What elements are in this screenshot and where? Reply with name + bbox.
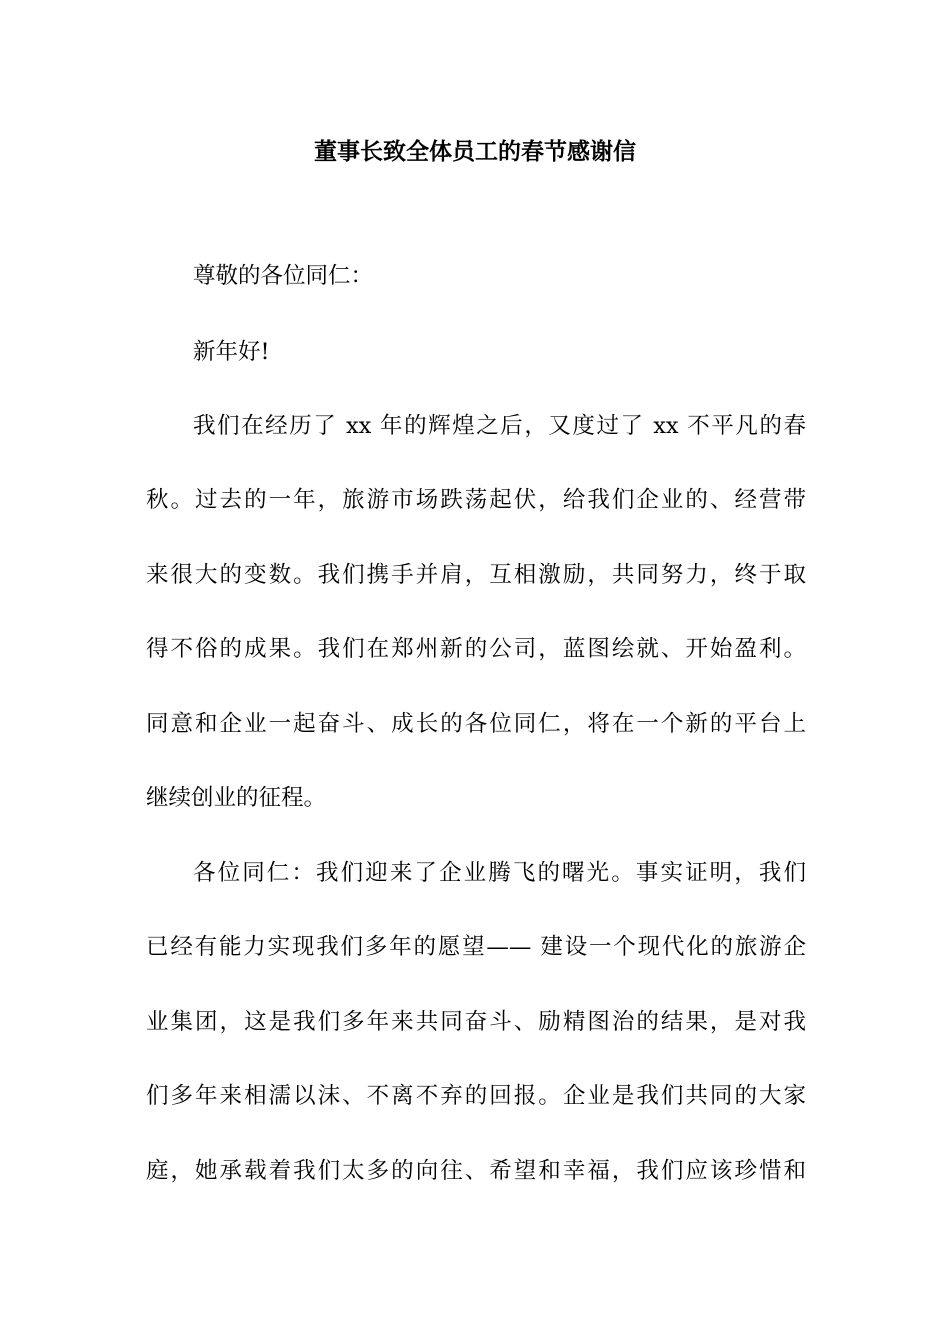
paragraph-line: 庭，她承载着我们太多的向往、希望和幸福，我们应该珍惜和: [146, 1158, 806, 1184]
paragraph-line: 得不俗的成果。我们在郑州新的公司，蓝图绘就、开始盈利。: [146, 636, 806, 662]
paragraph-line: 们多年来相濡以沫、不离不弃的回报。企业是我们共同的大家: [146, 1083, 806, 1109]
salutation: 尊敬的各位同仁：: [193, 263, 374, 289]
paragraph-line: 已经有能力实现我们多年的愿望—— 建设一个现代化的旅游企: [146, 934, 806, 960]
paragraph-line: 我们在经历了 xx 年的辉煌之后，又度过了 xx 不平凡的春: [193, 413, 806, 439]
paragraph-line: 来很大的变数。我们携手并肩，互相激励，共同努力，终于取: [146, 562, 806, 588]
paragraph-line: 秋。过去的一年，旅游市场跌荡起伏，给我们企业的、经营带: [146, 487, 806, 513]
paragraph-line: 业集团，这是我们多年来共同奋斗、励精图治的结果，是对我: [146, 1009, 806, 1035]
paragraph-line: 同意和企业一起奋斗、成长的各位同仁，将在一个新的平台上: [146, 711, 806, 737]
paragraph-line: 继续创业的征程。: [146, 785, 327, 811]
greeting: 新年好!: [193, 339, 270, 365]
paragraph-line: 各位同仁：我们迎来了企业腾飞的曙光。事实证明，我们: [193, 860, 806, 886]
document-title: 董事长致全体员工的春节感谢信: [314, 139, 636, 165]
